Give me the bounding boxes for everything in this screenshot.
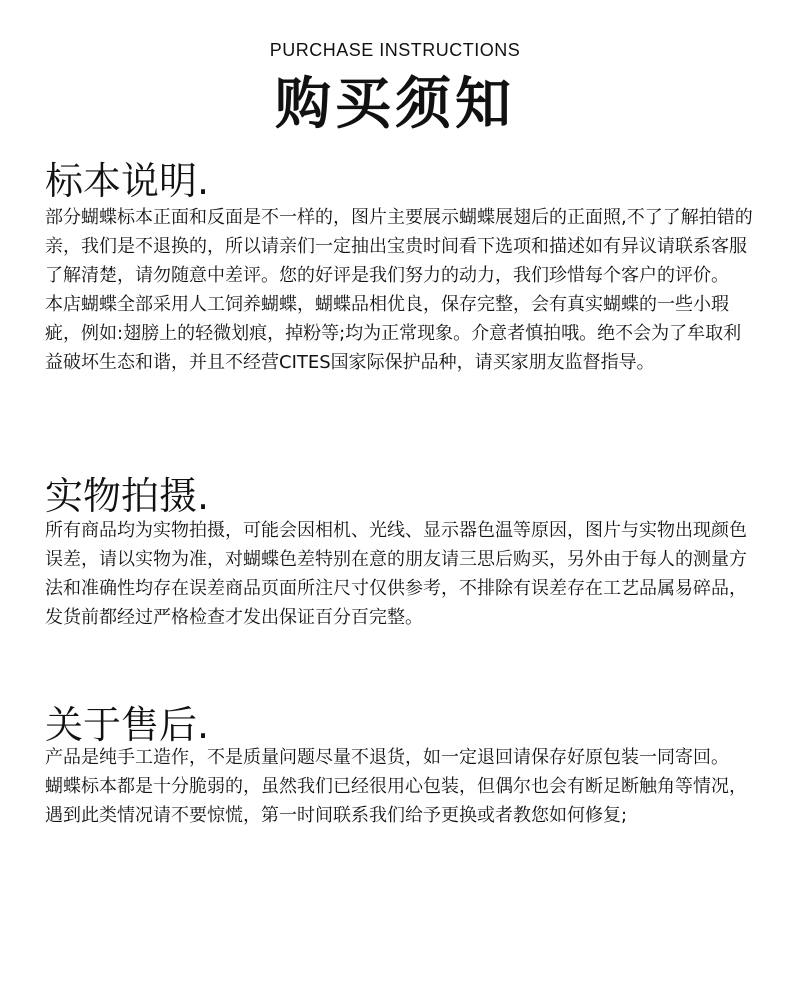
paragraph: 产品是纯手工造作，不是质量问题尽量不退货，如一定退回请保存好原包装一同寄回。 (45, 747, 729, 768)
paragraph: 本店蝴蝶全部采用人工饲养蝴蝶，蝴蝶品相优良，保存完整，会有真实蝴蝶的一些小瑕疵，例如:翅膀上的轻微划痕，掉粉等;均为正常现象。介意者慎拍哦。绝不会为了牟取利益破坏生态和谐，并且不经营CITES国家际保护品种，请买家朋友监督指导。 (45, 294, 742, 373)
section-body-specimen (45, 203, 755, 377)
page-title: 购买须知 (275, 72, 515, 137)
section-title-specimen: 标本说明. (45, 159, 210, 203)
paragraph: 所有商品均为实物拍摄，可能会因相机、光线、显示器色温等原因，图片与实物出现颜色误差，请以实物为准，对蝴蝶色差特别在意的朋友请三思后购买，另外由于每人的测量方法和准确性均存在误差商品页面所注尺寸仅供参考，不排除有误差存在工艺品属易碎品，发货前都经过严格检查才发出保证百分百完整。 (45, 520, 747, 628)
section-title-photography: 实物拍摄. (45, 474, 210, 518)
section-body-after-sales (45, 743, 755, 830)
paragraph: 蝴蝶标本都是十分脆弱的，虽然我们已经很用心包装，但偶尔也会有断足断触角等情况，遇到此类情况请不要惊慌，第一时间联系我们给予更换或者教您如何修复; (45, 776, 747, 826)
paragraph: 部分蝴蝶标本正面和反面是不一样的，图片主要展示蝴蝶展翅后的正面照,不了了解拍错的亲，我们是不退换的，所以请亲们一定抽出宝贵时间看下选项和描述如有异议请联系客服了解清楚，请勿随意中差评。您的好评是我们努力的动力，我们珍惜每个客户的评价。 (45, 207, 753, 286)
section-body-photography (45, 516, 755, 632)
section-title-after-sales: 关于售后. (45, 703, 210, 747)
header-subtitle-en: PURCHASE INSTRUCTIONS (269, 40, 521, 60)
